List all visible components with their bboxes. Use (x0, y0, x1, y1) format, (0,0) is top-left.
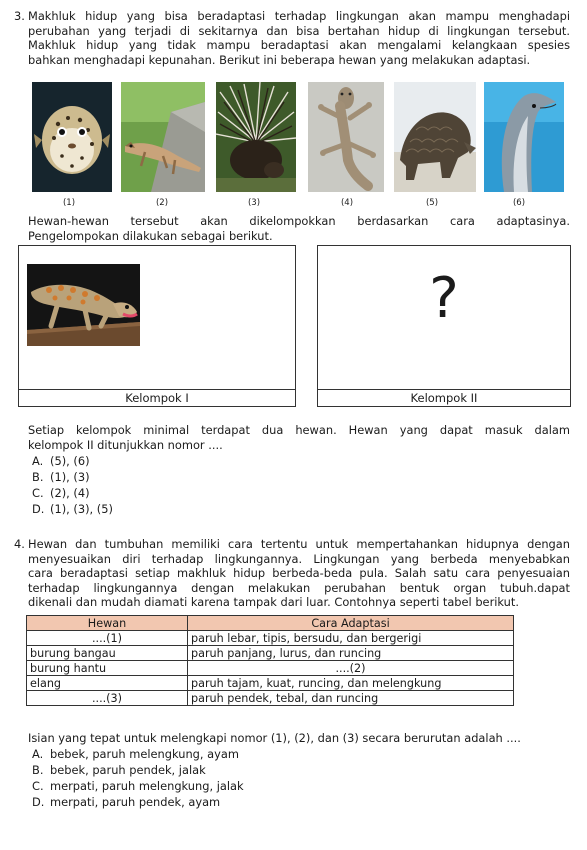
group-box-2 (317, 245, 571, 407)
question-line: kelompok II ditunjukkan nomor .... (28, 437, 223, 452)
intro-line: Makhluk hidup yang bisa beradaptasi terhadap lingkungan akan mampu menghadapi (28, 9, 570, 23)
cell-adaptasi: paruh pendek, tebal, dan runcing (188, 691, 514, 706)
intro-line: Hewan dan tumbuhan memiliki cara tertentu untuk mempertahankan hidupnya dengan (28, 537, 570, 551)
adaptation-table (26, 615, 514, 706)
cell-hewan: burung hantu (27, 661, 188, 676)
grouping-line: Hewan-hewan tersebut akan dikelompokkan berdasarkan cara adaptasinya. (28, 214, 570, 228)
question-number: 4. (14, 537, 25, 551)
option-d[interactable]: D. (1), (3), (5) (32, 502, 113, 516)
intro-line: menyesuaikan diri terhadap lingkungannya. Lingkungan yang berbeda menyebabkan (28, 551, 570, 566)
table-row (27, 676, 514, 691)
cell-hewan: ....(3) (27, 691, 188, 706)
option-a[interactable]: A. (5), (6) (32, 454, 90, 468)
photo-label-1: (1) (62, 198, 76, 208)
question-number: 3. (14, 9, 25, 23)
photo-lizard (121, 82, 205, 192)
photo-pangolin (394, 82, 476, 192)
cell-adaptasi: paruh panjang, lurus, dan runcing (188, 646, 514, 661)
table-row (27, 631, 514, 646)
photo-dolphin (484, 82, 564, 192)
question-3-prompt (14, 423, 570, 452)
group-box-1 (18, 245, 296, 407)
cell-adaptasi: ....(2) (188, 661, 514, 676)
question-4-prompt (14, 731, 570, 746)
option-c[interactable]: C. (2), (4) (32, 486, 90, 500)
question-3 (14, 9, 570, 67)
table-header-row (27, 616, 514, 631)
photo-label-6: (6) (512, 198, 526, 208)
intro-line: cara beradaptasi setiap makhluk hidup berbeda-beda pula. Salah satu cara penyesuaian (28, 566, 570, 581)
intro-line: Makhluk hidup yang tidak mampu beradaptasi akan mengalami kelangkaan spesies (28, 38, 570, 53)
option-c[interactable]: C. merpati, paruh melengkung, jalak (32, 779, 244, 793)
header-hewan: Hewan (27, 616, 188, 631)
question-4 (14, 537, 570, 610)
photo-pufferfish (32, 82, 112, 192)
intro-line: terhadap lingkungannya dengan melakukan perubahan bentuk organ tubuh.dapat (28, 580, 570, 595)
cell-hewan: elang (27, 676, 188, 691)
option-b[interactable]: B. (1), (3) (32, 470, 90, 484)
photo-gecko-group (27, 264, 140, 346)
table-row (27, 646, 514, 661)
option-a[interactable]: A. bebek, paruh melengkung, ayam (32, 747, 239, 761)
option-d[interactable]: D. merpati, paruh pendek, ayam (32, 795, 221, 809)
photo-label-2: (2) (155, 198, 169, 208)
photo-label-5: (5) (425, 198, 439, 208)
cell-hewan: burung bangau (27, 646, 188, 661)
photo-gecko (308, 82, 384, 192)
animal-photos (32, 82, 572, 194)
question-line: Setiap kelompok minimal terdapat dua hewan. Hewan yang dapat masuk dalam (28, 423, 570, 437)
option-b[interactable]: B. bebek, paruh pendek, jalak (32, 763, 206, 777)
question-line: Isian yang tepat untuk melengkapi nomor (1), (2), dan (3) secara berurutan adalah .... (28, 731, 521, 745)
grouping-text (14, 214, 570, 243)
photo-label-4: (4) (340, 198, 354, 208)
header-cara-adaptasi: Cara Adaptasi (188, 616, 514, 631)
cell-adaptasi: paruh lebar, tipis, bersudu, dan bergerigi (188, 631, 514, 646)
photo-label-3: (3) (247, 198, 261, 208)
table-row (27, 691, 514, 706)
table-row (27, 661, 514, 676)
grouping-line: Pengelompokan dilakukan sebagai berikut. (28, 228, 273, 243)
cell-adaptasi: paruh tajam, kuat, runcing, dan melengkung (188, 676, 514, 691)
intro-line: dikenali dan mudah diamati karena tampak dari luar. Contohnya seperti tabel berikut. (28, 595, 519, 610)
group-1-label: Kelompok I (19, 389, 295, 406)
intro-line: bahkan menghadapi kepunahan. Berikut ini beberapa hewan yang melakukan adaptasi. (28, 52, 531, 67)
cell-hewan: ....(1) (27, 631, 188, 646)
intro-line: perubahan yang terjadi di sekitarnya dan bisa bertahan hidup di lingkungan tersebut. (28, 23, 570, 38)
photo-porcupine (216, 82, 296, 192)
group-2-label: Kelompok II (318, 389, 570, 406)
unknown-mark: ? (429, 266, 459, 331)
